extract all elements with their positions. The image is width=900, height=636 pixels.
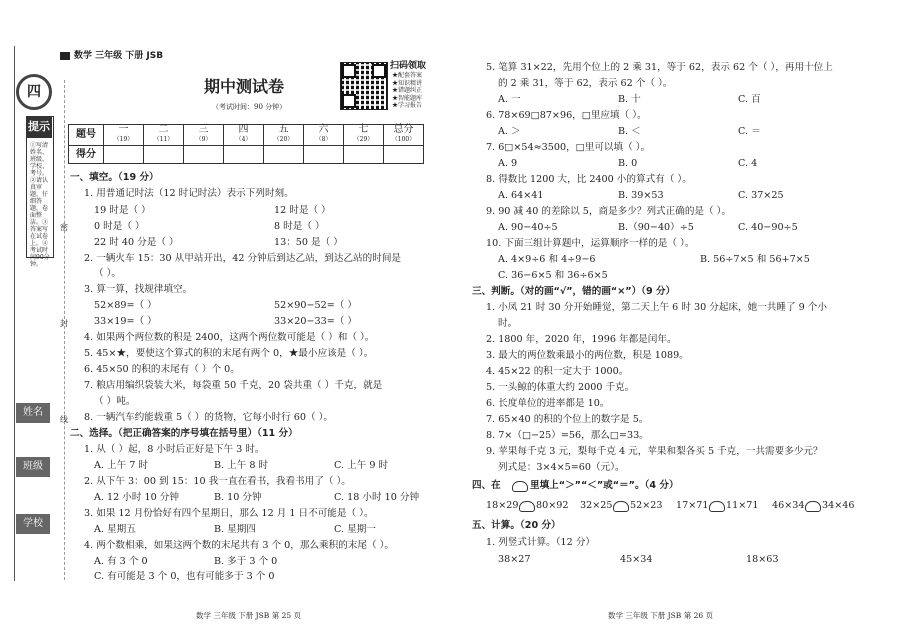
section-4-title: 四、在 <box>472 480 501 491</box>
qr-title: 扫码领取 <box>390 61 427 71</box>
blank-line: 52×90−52=（ ） <box>274 300 357 311</box>
fold-mark-mi: 密 <box>60 223 68 232</box>
qr-corner-2 <box>372 64 386 78</box>
score-cell[interactable] <box>104 146 144 164</box>
score-value-label: 得分 <box>69 146 104 164</box>
option-b[interactable]: B. 10 分钟 <box>214 492 262 503</box>
score-cell[interactable] <box>344 146 384 164</box>
option-c[interactable]: C. 百 <box>738 94 761 105</box>
option-a[interactable]: A. 64×41 <box>498 190 544 201</box>
question-text: 8. 7×（□−25）=56，那么□=33。 <box>486 430 649 441</box>
score-header-label: 题号 <box>69 125 104 146</box>
option-c[interactable]: C. 36−6×5 和 36÷6×5 <box>498 270 608 281</box>
score-table <box>68 124 424 164</box>
question-text: 7. 6□×54≈3500，□里可以填（ ）。 <box>486 142 651 153</box>
cloud-icon <box>512 481 528 492</box>
compare-left: 32×25 <box>580 500 613 511</box>
question-text: 9. 苹果每千克 3 元，梨每千克 4 元，苹果和梨各买 5 千克，一共需要多少元？ <box>486 446 823 457</box>
question-text: 1. 小凤 21 时 30 分开始睡觉，第二天上午 6 时 30 分起床，她一共睡了 9 个小 <box>486 302 827 313</box>
score-col: 七 （29） <box>344 125 384 146</box>
section-3-title: 三、判断。（对的画“√”，错的画“×”）（9 分） <box>472 286 676 297</box>
cloud-icon[interactable] <box>519 501 535 512</box>
question-text: 3. 算一算，找规律填空。 <box>84 284 193 295</box>
question-text: 的 2 乘 31，等于 62，表示 62 个（ ）。 <box>498 78 673 89</box>
option-a[interactable]: A. 有 3 个 0 <box>94 556 148 567</box>
option-c[interactable]: C. 18 小时 10 分钟 <box>334 492 420 503</box>
option-a[interactable]: A. 9 <box>498 158 518 169</box>
page-title: 期中测试卷 <box>204 77 285 96</box>
option-b[interactable]: B. ＜ <box>618 126 641 137</box>
score-cell[interactable] <box>264 146 304 164</box>
question-text: 列式是：3×4×5=60（元）。 <box>498 462 625 473</box>
blank-line: 22 时 40 分是（ ） <box>94 237 179 248</box>
fold-mark-xian: 线 <box>60 415 68 424</box>
question-text: 3. 如果 12 月份恰好有四个星期日，那么 12 月 1 日不可能是（ ）。 <box>84 508 374 519</box>
blank-line: （ ）。 <box>94 268 122 279</box>
question-text: 5. 45×★，要使这个算式的积的末尾有两个 0，★最小应该是（ ）。 <box>84 348 374 359</box>
question-text: 4. 45×22 的积一定大于 1000。 <box>486 366 629 377</box>
option-c[interactable]: C. 有可能是 3 个 0，也有可能多于 3 个 0 <box>94 571 275 582</box>
score-col: 四 （4） <box>224 125 264 146</box>
blank-line: （ ）吨。 <box>94 396 136 407</box>
score-col: 六 （8） <box>304 125 344 146</box>
compare-right: 11×71 <box>726 500 759 511</box>
question-text: 8. 得数比 1200 大，比 2400 小的算式有（ ）。 <box>486 174 692 185</box>
exam-time: （考试时间：90 分钟） <box>212 103 287 111</box>
score-col: 二 （11） <box>144 125 184 146</box>
question-text: 7. 65×40 的积的个位上的数字是 5。 <box>486 414 649 425</box>
option-a[interactable]: A. 一 <box>498 94 521 105</box>
question-text: 8. 一辆汽车约能载重 5（ ）的货物，它每小时行 60（ ）。 <box>84 412 333 423</box>
option-b[interactable]: B.（90−40）÷5 <box>618 222 694 233</box>
option-c[interactable]: C. 4 <box>738 158 758 169</box>
score-col: 总分 （100） <box>384 125 424 146</box>
option-a[interactable]: A. 上午 7 时 <box>94 460 149 471</box>
question-text: 6. 45×50 的积的末尾有（ ）个 0。 <box>84 364 240 375</box>
option-b[interactable]: B. 上午 8 时 <box>214 460 269 471</box>
question-text: 2. 1800 年，2020 年，1996 年都是闰年。 <box>486 334 677 345</box>
compare-right: 52×23 <box>630 500 663 511</box>
logo-icon: 四 <box>16 74 52 110</box>
section-4-title-rest: 里填上“＞”“＜”或“＝”。（4 分） <box>530 480 679 491</box>
question-text: 10. 下面三组计算题中，运算顺序一样的是（ ）。 <box>486 238 695 249</box>
compare-left: 18×29 <box>486 500 519 511</box>
qr-item-list <box>392 72 432 110</box>
section-2-title: 二、选择。（把正确答案的序号填在括号里）（11 分） <box>70 428 298 439</box>
option-a[interactable]: A. ＞ <box>498 126 521 137</box>
calc-item: 18×63 <box>746 554 779 565</box>
question-text: 1. 列竖式计算。（12 分） <box>486 537 596 548</box>
option-c[interactable]: C. 星期一 <box>334 524 376 535</box>
question-text: 4. 两个数相乘，如果这两个数的末尾共有 3 个 0，那么乘积的末尾（ ）。 <box>84 540 395 551</box>
option-b[interactable]: B. 十 <box>618 94 641 105</box>
footer-right: 数学 三年级 下册 JSB 第 26 页 <box>608 611 714 620</box>
blank-line: 8 时是（ ） <box>274 221 325 232</box>
question-text: 9. 90 减 40 的差除以 5，商是多少？列式正确的是（ ）。 <box>486 206 732 217</box>
option-c[interactable]: C. 40−90÷5 <box>738 222 798 233</box>
score-col: 一 （19） <box>104 125 144 146</box>
option-b[interactable]: B. 56÷7×5 和 56+7×5 <box>700 254 810 265</box>
header-subject: 数学 三年级 下册 JSB <box>74 51 164 61</box>
option-c[interactable]: C. 上午 9 时 <box>334 460 389 471</box>
blank-line: 33×19=（ ） <box>94 316 157 327</box>
blank-line: 0 时是（ ） <box>94 221 145 232</box>
qr-item: ★智能题库 <box>392 94 423 102</box>
score-col: 三 （9） <box>184 125 224 146</box>
question-text: 5. 笔算 31×22，先用个位上的 2 乘 31，等于 62，表示 62 个（ ），再用十位上 <box>486 62 833 73</box>
compare-left: 46×34 <box>772 500 805 511</box>
option-b[interactable]: B. 星期四 <box>214 524 256 535</box>
section-5-title: 五、计算。（20 分） <box>472 520 561 531</box>
question-text: 2. 一辆火车 15：30 从甲站开出，42 分钟后到达乙站，到达乙站的时间是 <box>84 253 402 264</box>
score-cell[interactable] <box>304 146 344 164</box>
score-header-row <box>69 125 424 146</box>
question-text: 4. 如果两个两位数的积是 2400，这两个两位数可能是（ ）和（ ）。 <box>84 332 375 343</box>
compare-left: 17×71 <box>676 500 709 511</box>
qr-item: ★错题纠正 <box>392 87 423 94</box>
question-text: 时。 <box>498 318 518 329</box>
fold-line <box>64 80 65 580</box>
option-b[interactable]: B. 39×53 <box>618 190 664 201</box>
blank-line: 13：50 是（ ） <box>274 237 343 248</box>
blank-line: 19 时是（ ） <box>94 205 151 216</box>
score-col: 五 （20） <box>264 125 304 146</box>
calc-item: 38×27 <box>498 554 531 565</box>
compare-right: 80×92 <box>536 500 569 511</box>
calc-item: 45×34 <box>620 554 653 565</box>
score-cell[interactable] <box>144 146 184 164</box>
qr-corner-3 <box>342 94 356 108</box>
question-text: 3. 最大的两位数乘最小的两位数，积是 1089。 <box>486 350 689 361</box>
option-a[interactable]: A. 12 小时 10 分钟 <box>94 492 179 503</box>
score-cell[interactable] <box>224 146 264 164</box>
option-c[interactable]: C. ＝ <box>738 126 761 137</box>
question-text: 2. 从下午 3：00 到 15：10 我一直在看书，我看书用了（ ）。 <box>84 476 351 487</box>
qr-item: ★配套答案 <box>392 72 423 79</box>
question-text: 1. 用普通记时法（12 时记时法）表示下列时刻。 <box>84 188 294 199</box>
class-label: 班级 <box>16 457 50 477</box>
question-text: 6. 78×69□87×96，□里应填（ ）。 <box>486 110 647 121</box>
blank-line: 52×89=（ ） <box>94 300 157 311</box>
question-text: 5. 一头鲸的体重大约 2000 千克。 <box>486 382 635 393</box>
option-a[interactable]: A. 星期五 <box>94 524 136 535</box>
option-b[interactable]: B. 多于 3 个 0 <box>214 556 278 567</box>
tip-text: ①写清姓名、班级、学校、考号。②请认真审题，仔细答题，卷面整洁。③答案写在试卷上。④考试时间90分钟。 <box>30 142 50 268</box>
question-text: 7. 粮店用编织袋装大米，每袋重 50 千克，20 袋共重（ ）千克，就是 <box>84 380 383 391</box>
cloud-icon[interactable] <box>805 501 821 512</box>
option-a[interactable]: A. 90−40÷5 <box>498 222 558 233</box>
score-value-row <box>69 146 424 164</box>
section-1-title: 一、填空。（19 分） <box>70 172 159 183</box>
option-b[interactable]: B. 0 <box>618 158 638 169</box>
score-cell[interactable] <box>384 146 424 164</box>
compare-right: 34×46 <box>822 500 855 511</box>
option-a[interactable]: A. 4×9÷6 和 4÷9−6 <box>498 254 596 265</box>
blank-line: 12 时是（ ） <box>274 205 331 216</box>
name-label: 姓名 <box>16 403 50 423</box>
tip-title: 提示 <box>26 116 52 138</box>
header-badge <box>60 52 70 60</box>
cloud-icon[interactable] <box>709 501 725 512</box>
qr-item: ★学习报告 <box>392 102 423 109</box>
option-c[interactable]: C. 37×25 <box>738 190 784 201</box>
question-text: 6. 长度单位的进率都是 10。 <box>486 398 610 409</box>
school-label: 学校 <box>16 514 50 534</box>
qr-corner-1 <box>342 64 356 78</box>
blank-line: 33×20−33=（ ） <box>274 316 357 327</box>
fold-mark-feng: 封 <box>60 319 68 328</box>
question-text: 1. 从（ ）起，8 小时后正好是下午 3 时。 <box>84 444 265 455</box>
footer-left: 数学 三年级 下册 JSB 第 25 页 <box>196 611 302 620</box>
qr-item: ★知识精讲 <box>392 79 423 87</box>
score-cell[interactable] <box>184 146 224 164</box>
cloud-icon[interactable] <box>613 501 629 512</box>
